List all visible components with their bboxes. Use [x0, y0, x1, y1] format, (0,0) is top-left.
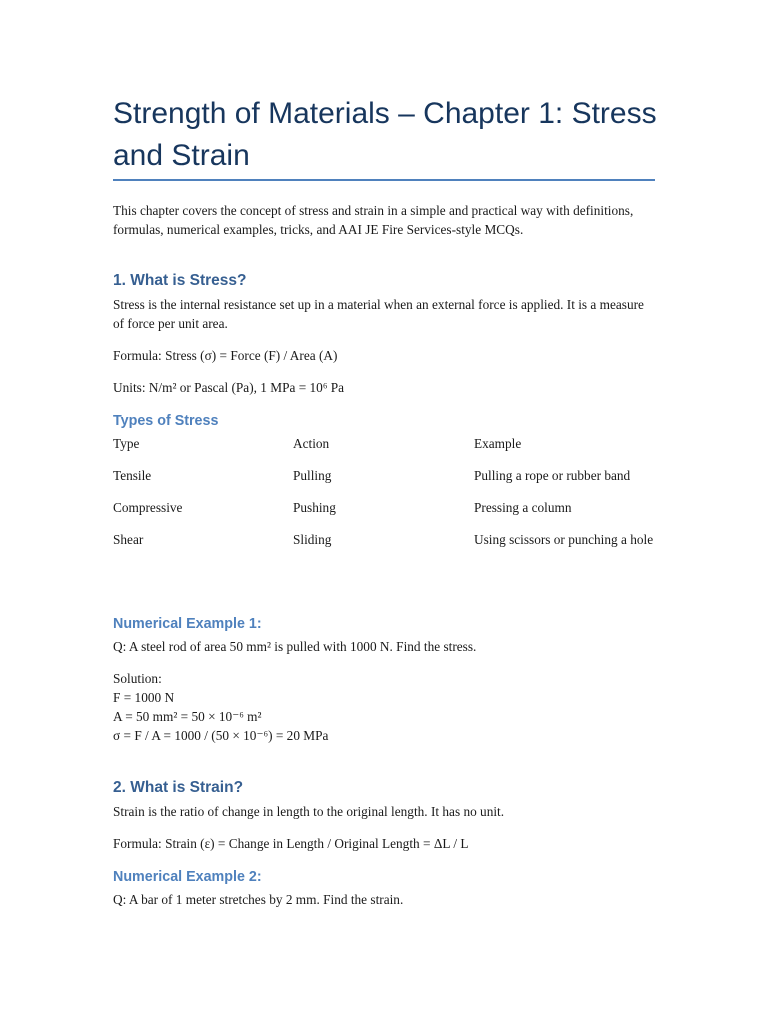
- strain-definition: Strain is the ratio of change in length to the original length. It has no unit.: [113, 804, 505, 819]
- table-row: [113, 466, 658, 498]
- table-cell: Using scissors or punching a hole: [474, 532, 654, 547]
- solution-line: A = 50 mm² = 50 × 10⁻⁶ m²: [113, 709, 262, 724]
- stress-formula: Formula: Stress (σ) = Force (F) / Area (A): [113, 348, 338, 363]
- table-cell: Pulling a rope or rubber band: [474, 468, 631, 483]
- table-row: [113, 530, 658, 562]
- table-cell: Shear: [113, 532, 144, 547]
- table-cell: Pressing a column: [474, 500, 572, 515]
- table-row: [113, 498, 658, 530]
- table-cell: Pushing: [293, 500, 336, 515]
- document-title: Strength of Materials – Chapter 1: Stress and Strain: [113, 97, 657, 172]
- table-cell: Sliding: [293, 532, 332, 547]
- table-header-cell: Type: [113, 436, 140, 451]
- example1-question: Q: A steel rod of area 50 mm² is pulled with 1000 N. Find the stress.: [113, 639, 477, 654]
- intro-paragraph: This chapter covers the concept of stress and strain in a simple and practical way with definitions, formulas, numerical examples, tricks, and AAI JE Fire Services-style MCQs.: [113, 203, 634, 237]
- solution-line: Solution:: [113, 671, 162, 686]
- subheading-types-of-stress: Types of Stress: [113, 413, 219, 429]
- subheading-numerical-example-1: Numerical Example 1:: [113, 616, 262, 632]
- solution-line: F = 1000 N: [113, 690, 175, 705]
- example1-solution: [113, 669, 658, 745]
- table-cell: Tensile: [113, 468, 152, 483]
- section-heading-stress: 1. What is Stress?: [113, 272, 247, 289]
- types-of-stress-table: [113, 434, 658, 562]
- stress-units: Units: N/m² or Pascal (Pa), 1 MPa = 10⁶ Pa: [113, 380, 345, 395]
- strain-formula: Formula: Strain (ε) = Change in Length / Original Length = ΔL / L: [113, 836, 469, 851]
- table-cell: Pulling: [293, 468, 332, 483]
- subheading-numerical-example-2: Numerical Example 2:: [113, 869, 262, 885]
- table-header-row: [113, 434, 658, 466]
- example2-question: Q: A bar of 1 meter stretches by 2 mm. Find the strain.: [113, 892, 404, 907]
- solution-line: σ = F / A = 1000 / (50 × 10⁻⁶) = 20 MPa: [113, 728, 329, 743]
- section-heading-strain: 2. What is Strain?: [113, 779, 244, 796]
- table-header-cell: Action: [293, 436, 330, 451]
- title-underline: [113, 179, 655, 181]
- stress-definition: Stress is the internal resistance set up in a material when an external force is applied. It is a measure of force per unit area.: [113, 297, 644, 331]
- table-cell: Compressive: [113, 500, 183, 515]
- table-header-cell: Example: [474, 436, 522, 451]
